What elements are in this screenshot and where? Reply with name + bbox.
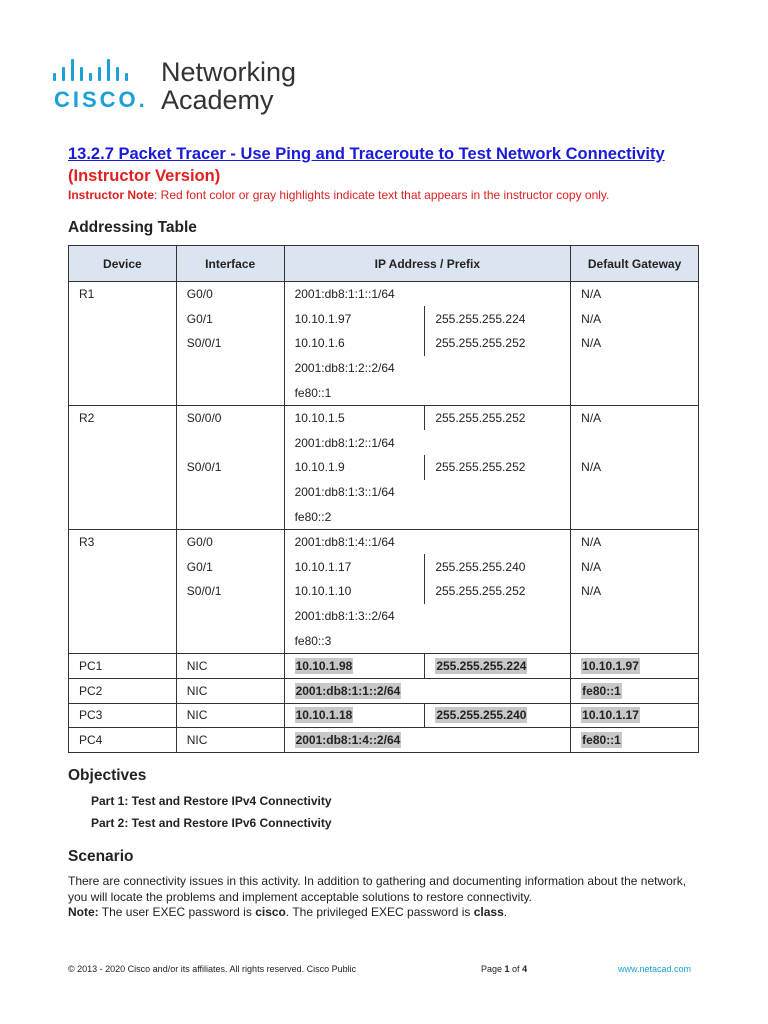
- cell-ip: [284, 678, 571, 703]
- cell-ip: [284, 356, 571, 381]
- cell-ip: [284, 505, 571, 530]
- cell-gateway-text: N/A: [581, 311, 602, 326]
- cell-interface: [176, 282, 284, 307]
- cell-ip-text: 10.10.1.17: [294, 559, 352, 574]
- cell-ip: [284, 331, 425, 356]
- cell-ip: [284, 629, 571, 654]
- cell-device: [69, 430, 177, 455]
- cell-prefix-text: 255.255.255.252: [435, 584, 526, 599]
- table-row: [69, 728, 699, 753]
- cell-interface: [176, 579, 284, 604]
- cell-interface: [176, 653, 284, 678]
- cell-device: [69, 505, 177, 530]
- cell-ip: [284, 703, 425, 728]
- header-ip-address: IP Address / Prefix: [284, 246, 571, 282]
- cell-ip: [284, 455, 425, 480]
- note-text-3: .: [503, 905, 508, 919]
- cell-gateway: [571, 604, 699, 629]
- cell-prefix: [425, 331, 571, 356]
- cell-ip: [284, 480, 571, 505]
- note-label: Note:: [68, 905, 99, 919]
- cell-ip-text: 2001:db8:1:1::1/64: [294, 287, 395, 302]
- table-row: [69, 331, 699, 356]
- cell-gateway: [571, 653, 699, 678]
- cell-device: [69, 728, 177, 753]
- cisco-networking-academy-logo: [53, 55, 313, 117]
- cell-gateway: [571, 282, 699, 307]
- cell-interface-text: S0/0/1: [186, 336, 222, 351]
- cell-ip-text: 2001:db8:1:3::1/64: [294, 485, 395, 500]
- instructor-note: [68, 188, 609, 202]
- instructor-note-label: Instructor Note: [68, 188, 155, 202]
- scenario-note: [68, 905, 698, 921]
- cell-ip: [284, 529, 571, 554]
- table-row: [69, 430, 699, 455]
- cell-interface-text: G0/0: [186, 535, 213, 550]
- cell-interface-text: NIC: [186, 658, 208, 673]
- instructor-note-text: : Red font color or gray highlights indicate text that appears in the instructor copy only.: [154, 188, 610, 202]
- page-title: [68, 143, 708, 187]
- cell-ip: [284, 430, 571, 455]
- cell-device-text: PC3: [79, 708, 103, 723]
- table-row: [69, 604, 699, 629]
- cell-gateway-text: N/A: [581, 584, 602, 599]
- cell-ip: [284, 728, 571, 753]
- cell-ip-text: 2001:db8:1:3::2/64: [294, 609, 395, 624]
- cell-ip-text: 10.10.1.98: [295, 658, 353, 673]
- table-row: [69, 653, 699, 678]
- cell-ip-text: 2001:db8:1:1::2/64: [295, 683, 401, 698]
- cell-prefix-text: 255.255.255.252: [435, 411, 526, 426]
- cell-device: [69, 604, 177, 629]
- scenario-text: [68, 874, 698, 921]
- cell-prefix-text: 255.255.255.224: [435, 311, 526, 326]
- cell-gateway-text: 10.10.1.97: [582, 658, 639, 673]
- cell-interface: [176, 629, 284, 654]
- cell-ip: [284, 306, 425, 331]
- table-row: [69, 405, 699, 430]
- header-device: Device: [69, 246, 177, 282]
- cell-ip: [284, 604, 571, 629]
- cell-device: [69, 554, 177, 579]
- table-row: [69, 381, 699, 406]
- cisco-bars-icon: [53, 55, 143, 81]
- addressing-heading: Addressing Table: [68, 219, 197, 236]
- cell-gateway-text: N/A: [581, 559, 602, 574]
- cell-device: [69, 678, 177, 703]
- cell-ip: [284, 405, 425, 430]
- cell-gateway-text: fe80::1: [582, 733, 621, 748]
- table-body: [69, 282, 699, 753]
- table-row: [69, 579, 699, 604]
- cell-interface-text: G0/0: [186, 287, 213, 302]
- cell-ip-text: 10.10.1.9: [294, 460, 345, 475]
- footer-url[interactable]: www.netacad.com: [618, 964, 692, 974]
- table-header-row: [69, 246, 699, 282]
- cell-gateway: [571, 480, 699, 505]
- cell-prefix: [425, 653, 571, 678]
- cell-prefix-text: 255.255.255.240: [435, 559, 526, 574]
- cell-device: [69, 282, 177, 307]
- cell-ip-text: 2001:db8:1:4::2/64: [295, 733, 401, 748]
- table-row: [69, 629, 699, 654]
- objectives-heading: Objectives: [68, 767, 147, 784]
- cell-gateway-text: N/A: [581, 336, 602, 351]
- cell-device-text: PC2: [79, 683, 103, 698]
- cell-gateway: [571, 331, 699, 356]
- cell-device-text: PC4: [79, 733, 103, 748]
- cell-gateway: [571, 579, 699, 604]
- cell-ip-text: 2001:db8:1:2::1/64: [294, 435, 395, 450]
- cell-device: [69, 703, 177, 728]
- cell-device: [69, 653, 177, 678]
- cell-gateway: [571, 529, 699, 554]
- cell-ip-text: 2001:db8:1:2::2/64: [294, 361, 395, 376]
- cell-ip-text: 10.10.1.97: [294, 311, 352, 326]
- cell-ip-text: 10.10.1.6: [294, 336, 345, 351]
- cell-device: [69, 480, 177, 505]
- cell-interface: [176, 331, 284, 356]
- table-row: [69, 480, 699, 505]
- cell-device: [69, 381, 177, 406]
- cell-gateway: [571, 356, 699, 381]
- cell-ip: [284, 653, 425, 678]
- cell-gateway-text: 10.10.1.17: [582, 708, 639, 723]
- table-row: [69, 455, 699, 480]
- cell-interface: [176, 554, 284, 579]
- cell-interface-text: S0/0/1: [186, 460, 222, 475]
- cell-prefix: [425, 703, 571, 728]
- scenario-paragraph: There are connectivity issues in this activity. In addition to gathering and documenting information about the network, you will locate the problems and implement acceptable solutions to restore connectivity.: [68, 874, 687, 904]
- cell-interface-text: NIC: [186, 683, 208, 698]
- table-row: [69, 282, 699, 307]
- cell-interface-text: S0/0/1: [186, 584, 222, 599]
- header-interface: Interface: [176, 246, 284, 282]
- cell-gateway-text: N/A: [581, 460, 602, 475]
- cell-gateway: [571, 703, 699, 728]
- logo-academy: Academy: [161, 85, 274, 115]
- cell-device: [69, 356, 177, 381]
- cell-ip-text: fe80::2: [294, 509, 332, 524]
- cell-ip: [284, 554, 425, 579]
- cell-interface: [176, 480, 284, 505]
- cell-ip-text: fe80::3: [294, 633, 332, 648]
- cisco-wordmark: CISCO.: [54, 87, 148, 112]
- cell-gateway: [571, 505, 699, 530]
- cell-prefix-text: 255.255.255.252: [435, 336, 526, 351]
- cell-interface-text: G0/1: [186, 311, 213, 326]
- cell-interface: [176, 604, 284, 629]
- cell-prefix-text: 255.255.255.252: [435, 460, 526, 475]
- cell-device: [69, 529, 177, 554]
- cell-ip-text: fe80::1: [294, 385, 332, 400]
- table-row: [69, 356, 699, 381]
- cell-gateway-text: fe80::1: [582, 683, 621, 698]
- cell-prefix: [425, 554, 571, 579]
- table-row: [69, 505, 699, 530]
- cell-device: [69, 331, 177, 356]
- cell-interface: [176, 306, 284, 331]
- cell-interface-text: G0/1: [186, 559, 213, 574]
- table-row: [69, 703, 699, 728]
- cell-gateway: [571, 430, 699, 455]
- cell-interface: [176, 529, 284, 554]
- cell-device: [69, 629, 177, 654]
- cell-prefix: [425, 455, 571, 480]
- cell-interface-text: S0/0/0: [186, 411, 222, 426]
- cell-gateway: [571, 728, 699, 753]
- note-text-1: The user EXEC password is: [98, 905, 256, 919]
- cell-gateway-text: N/A: [581, 411, 602, 426]
- footer-copyright: © 2013 - 2020 Cisco and/or its affiliates. All rights reserved. Cisco Public: [68, 964, 357, 974]
- objective-part1: Part 1: Test and Restore IPv4 Connectivity: [91, 794, 332, 808]
- cell-ip-text: 10.10.1.10: [294, 584, 352, 599]
- cell-ip: [284, 381, 571, 406]
- cell-interface-text: NIC: [186, 708, 208, 723]
- page-number: 1: [504, 964, 510, 974]
- table-row: [69, 529, 699, 554]
- page-total: 4: [522, 964, 528, 974]
- table-row: [69, 678, 699, 703]
- objective-part2: Part 2: Test and Restore IPv6 Connectivity: [91, 816, 332, 830]
- cell-interface: [176, 356, 284, 381]
- cell-gateway-text: N/A: [581, 287, 602, 302]
- cell-device-text: R1: [79, 287, 95, 302]
- cell-interface: [176, 728, 284, 753]
- cell-gateway: [571, 554, 699, 579]
- cell-gateway: [571, 381, 699, 406]
- cell-device: [69, 405, 177, 430]
- cell-device-text: R3: [79, 535, 95, 550]
- page-of: of: [509, 964, 523, 974]
- cell-gateway: [571, 629, 699, 654]
- cell-interface: [176, 703, 284, 728]
- cell-interface: [176, 381, 284, 406]
- page-prefix: Page: [481, 964, 505, 974]
- cell-device-text: PC1: [79, 658, 103, 673]
- title-link[interactable]: 13.2.7 Packet Tracer - Use Ping and Traceroute to Test Network Connectivity: [68, 145, 665, 163]
- note-password-user: cisco: [255, 905, 286, 919]
- cell-gateway-text: N/A: [581, 535, 602, 550]
- footer-page: [481, 964, 527, 974]
- table-row: [69, 554, 699, 579]
- cell-ip-text: 2001:db8:1:4::1/64: [294, 535, 395, 550]
- cell-gateway: [571, 678, 699, 703]
- cell-device: [69, 455, 177, 480]
- cell-gateway: [571, 405, 699, 430]
- cell-ip: [284, 579, 425, 604]
- addressing-table: [68, 245, 699, 753]
- cell-gateway: [571, 455, 699, 480]
- cell-prefix: [425, 306, 571, 331]
- cell-prefix: [425, 579, 571, 604]
- cell-interface-text: NIC: [186, 733, 208, 748]
- cell-device-text: R2: [79, 411, 95, 426]
- cell-prefix: [425, 405, 571, 430]
- cell-interface: [176, 430, 284, 455]
- cell-interface: [176, 455, 284, 480]
- logo-networking: Networking: [161, 57, 297, 87]
- cell-prefix-text: 255.255.255.224: [436, 658, 527, 673]
- table-row: [69, 306, 699, 331]
- cell-prefix-text: 255.255.255.240: [436, 708, 527, 723]
- cell-device: [69, 579, 177, 604]
- cell-ip: [284, 282, 571, 307]
- note-password-privileged: class: [473, 905, 504, 919]
- cell-interface: [176, 505, 284, 530]
- scenario-heading: Scenario: [68, 848, 134, 865]
- cell-ip-text: 10.10.1.18: [295, 708, 353, 723]
- cell-gateway: [571, 306, 699, 331]
- title-version: (Instructor Version): [68, 167, 221, 185]
- header-default-gateway: Default Gateway: [571, 246, 699, 282]
- cell-device: [69, 306, 177, 331]
- cell-interface: [176, 405, 284, 430]
- note-text-2: . The privileged EXEC password is: [285, 905, 474, 919]
- cell-ip-text: 10.10.1.5: [294, 411, 345, 426]
- cell-interface: [176, 678, 284, 703]
